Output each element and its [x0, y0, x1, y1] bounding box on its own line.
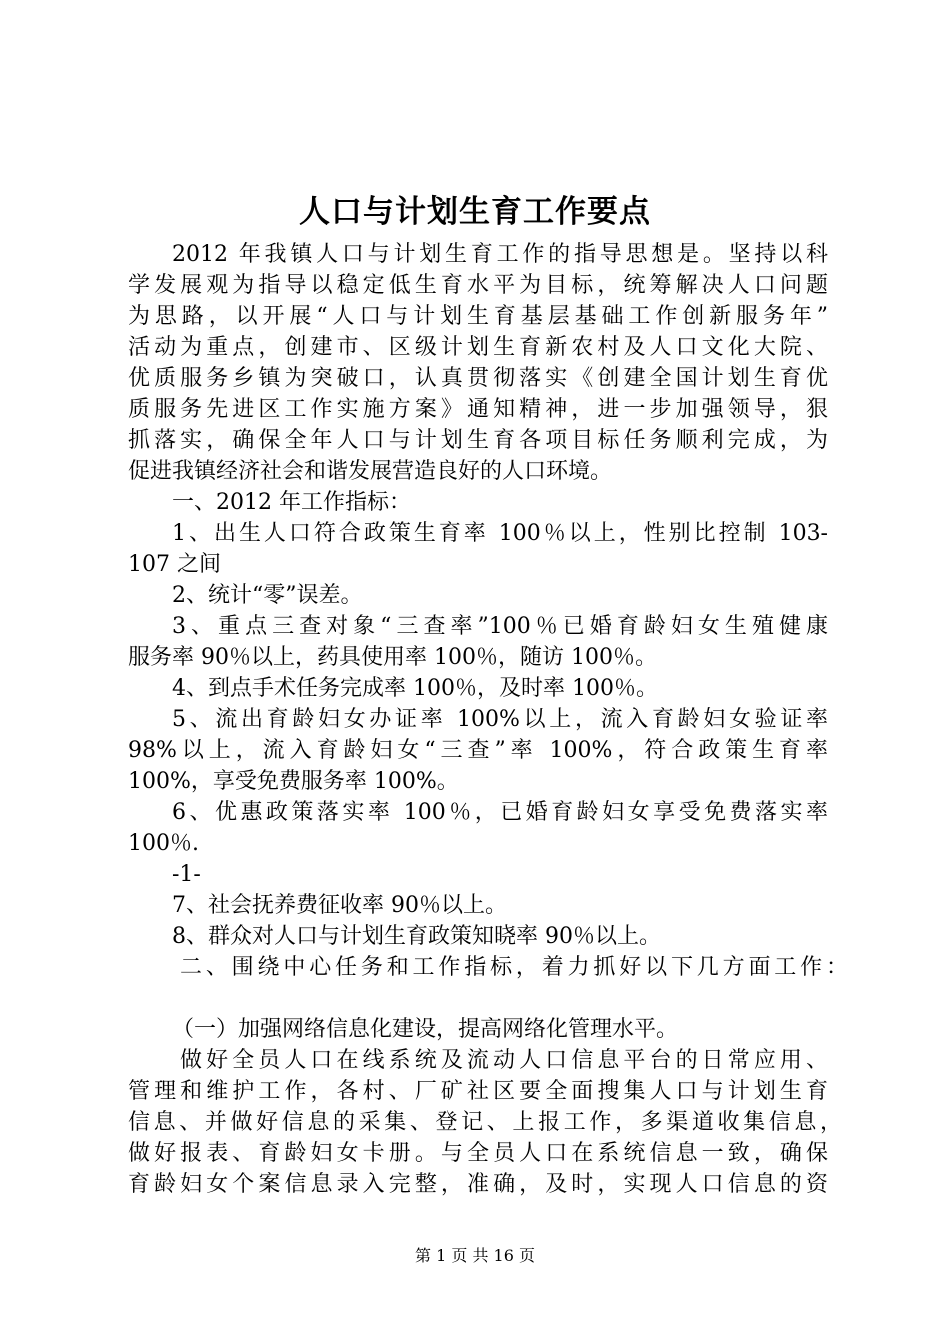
- body-line: 抓落实，确保全年人口与计划生育各项目标任务顺利完成，为: [128, 428, 828, 453]
- inline-page-number: -1-: [172, 862, 201, 887]
- body-line: 学发展观为指导以稳定低生育水平为目标，统筹解决人口问题: [128, 273, 828, 298]
- subsection-heading: （一）加强网络信息化建设，提高网络化管理水平。: [172, 1017, 679, 1042]
- section-heading: 二、围绕中心任务和工作指标，着力抓好以下几方面工作：: [180, 955, 848, 980]
- body-line: 做好全员人口在线系统及流动人口信息平台的日常应用、: [180, 1048, 828, 1073]
- page-footer: 第 1 页 共 16 页: [415, 1246, 535, 1265]
- body-line: 管理和维护工作，各村、厂矿社区要全面搜集人口与计划生育: [128, 1079, 828, 1104]
- body-line: 信息、并做好信息的采集、登记、上报工作，多渠道收集信息，: [128, 1110, 842, 1135]
- body-line: 服务率 90％以上，药具使用率 100％，随访 100％。: [128, 645, 657, 670]
- document-title: 人口与计划生育工作要点: [299, 194, 651, 230]
- section-heading: 一、2012 年工作指标：: [172, 490, 411, 515]
- body-line: 质服务先进区工作实施方案》通知精神，进一步加强领导，狠: [128, 397, 828, 422]
- body-line: 优质服务乡镇为突破口，认真贯彻落实《创建全国计划生育优: [128, 366, 828, 391]
- body-line: 3、重点三查对象“三查率”100％已婚育龄妇女生殖健康: [172, 614, 828, 639]
- body-line: 8、群众对人口与计划生育政策知晓率 90％以上。: [172, 924, 661, 949]
- body-line: 活动为重点，创建市、区级计划生育新农村及人口文化大院、: [128, 335, 828, 360]
- body-line: 4、到点手术任务完成率 100％，及时率 100％。: [172, 676, 658, 701]
- body-line: 6、优惠政策落实率 100％，已婚育龄妇女享受免费落实率: [172, 800, 828, 825]
- body-line: 育龄妇女个案信息录入完整，准确，及时，实现人口信息的资: [128, 1172, 828, 1197]
- body-line: 1、出生人口符合政策生育率 100％以上，性别比控制 103-: [172, 521, 828, 546]
- body-line: 100%，享受免费服务率 100%。: [128, 769, 459, 794]
- body-line: 为思路，以开展“人口与计划生育基层基础工作创新服务年”: [128, 304, 828, 329]
- body-line: 做好报表、育龄妇女卡册。与全员人口在系统信息一致，确保: [128, 1141, 828, 1166]
- body-line: 2、统计“零”误差。: [172, 583, 363, 608]
- body-line: 100％.: [128, 831, 199, 856]
- body-line: 促进我镇经济社会和谐发展营造良好的人口环境。: [128, 459, 613, 484]
- body-line: 2012 年我镇人口与计划生育工作的指导思想是。坚持以科: [172, 242, 828, 267]
- body-line: 98%以上，流入育龄妇女“三查”率 100%，符合政策生育率: [128, 738, 828, 763]
- body-line: 107 之间: [128, 552, 221, 577]
- body-line: 5、流出育龄妇女办证率 100%以上，流入育龄妇女验证率: [172, 707, 828, 732]
- body-line: 7、社会抚养费征收率 90％以上。: [172, 893, 507, 918]
